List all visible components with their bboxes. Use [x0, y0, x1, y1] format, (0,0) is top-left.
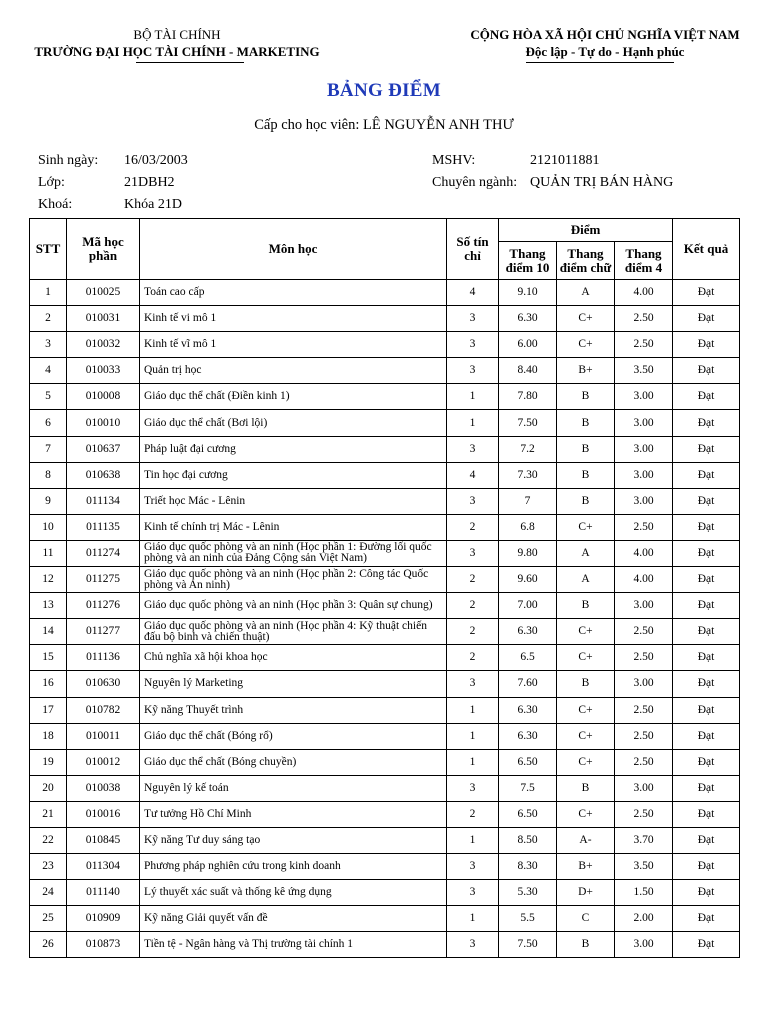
row-letter-grade: C+ — [557, 749, 615, 775]
row-credits: 2 — [447, 593, 499, 619]
row-stt: 21 — [30, 801, 67, 827]
table-row — [30, 775, 740, 801]
row-stt: 7 — [30, 436, 67, 462]
row-stt: 11 — [30, 540, 67, 566]
row-letter-grade: B — [557, 488, 615, 514]
row-score-4: 2.50 — [615, 723, 673, 749]
student-id-label: MSHV: — [432, 153, 476, 168]
row-score-4: 4.00 — [615, 567, 673, 593]
document-title: BẢNG ĐIỂM — [326, 80, 442, 101]
row-result: Đạt — [673, 880, 740, 906]
row-subject: Nguyên lý kế toán — [140, 775, 447, 801]
row-score-4: 3.70 — [615, 827, 673, 853]
row-result: Đạt — [673, 801, 740, 827]
row-letter-grade: A — [557, 567, 615, 593]
row-course-code: 010637 — [67, 436, 140, 462]
row-stt: 23 — [30, 854, 67, 880]
row-result: Đạt — [673, 593, 740, 619]
row-credits: 1 — [447, 410, 499, 436]
table-row — [30, 488, 740, 514]
row-course-code: 010033 — [67, 358, 140, 384]
row-stt: 3 — [30, 332, 67, 358]
row-stt: 24 — [30, 880, 67, 906]
row-course-code: 010008 — [67, 384, 140, 410]
row-course-code: 010031 — [67, 306, 140, 332]
row-letter-grade: D+ — [557, 880, 615, 906]
row-score-4: 3.00 — [615, 384, 673, 410]
header-scale-4: Thang điểm 4 — [615, 242, 673, 280]
row-score-4: 2.00 — [615, 906, 673, 932]
table-row — [30, 358, 740, 384]
row-result: Đạt — [673, 410, 740, 436]
row-score-10: 6.30 — [499, 697, 557, 723]
row-letter-grade: B — [557, 671, 615, 697]
row-subject: Kỹ năng Tư duy sáng tạo — [140, 827, 447, 853]
row-score-10: 6.30 — [499, 723, 557, 749]
row-score-4: 3.50 — [615, 854, 673, 880]
row-score-10: 6.00 — [499, 332, 557, 358]
row-result: Đạt — [673, 358, 740, 384]
row-score-10: 7.2 — [499, 436, 557, 462]
row-score-10: 7.50 — [499, 932, 557, 958]
row-result: Đạt — [673, 462, 740, 488]
course-label: Khoá: — [38, 197, 73, 212]
row-score-10: 7.00 — [499, 593, 557, 619]
header-course-code: Mã học phần — [67, 219, 140, 280]
course-value: Khóa 21D — [124, 197, 182, 212]
row-result: Đạt — [673, 775, 740, 801]
row-letter-grade: C+ — [557, 306, 615, 332]
row-score-4: 3.00 — [615, 593, 673, 619]
row-subject: Tin học đại cương — [140, 462, 447, 488]
row-score-10: 5.30 — [499, 880, 557, 906]
row-letter-grade: A — [557, 540, 615, 566]
table-row — [30, 906, 740, 932]
row-credits: 1 — [447, 723, 499, 749]
row-stt: 13 — [30, 593, 67, 619]
row-score-4: 3.00 — [615, 671, 673, 697]
row-subject: Giáo dục quốc phòng và an ninh (Học phần 1: Đường lối quốc phòng và an ninh của Đảng Cộng sản Việt Nam) — [140, 540, 447, 566]
row-course-code: 010016 — [67, 801, 140, 827]
ministry-name: BỘ TÀI CHÍNH — [133, 27, 221, 42]
row-score-10: 8.50 — [499, 827, 557, 853]
row-score-10: 6.5 — [499, 645, 557, 671]
row-score-4: 3.00 — [615, 436, 673, 462]
row-score-4: 2.50 — [615, 332, 673, 358]
row-score-10: 9.60 — [499, 567, 557, 593]
row-course-code: 010032 — [67, 332, 140, 358]
row-letter-grade: B — [557, 462, 615, 488]
table-row — [30, 462, 740, 488]
row-credits: 2 — [447, 619, 499, 645]
row-result: Đạt — [673, 906, 740, 932]
dob-value: 16/03/2003 — [124, 153, 188, 168]
row-credits: 3 — [447, 358, 499, 384]
row-stt: 5 — [30, 384, 67, 410]
row-result: Đạt — [673, 671, 740, 697]
row-score-10: 7.30 — [499, 462, 557, 488]
table-row — [30, 619, 740, 645]
row-letter-grade: A- — [557, 827, 615, 853]
header-credits: Số tín chỉ — [447, 219, 499, 280]
row-course-code: 011304 — [67, 854, 140, 880]
row-score-4: 2.50 — [615, 697, 673, 723]
row-letter-grade: A — [557, 280, 615, 306]
table-row — [30, 384, 740, 410]
row-letter-grade: B — [557, 384, 615, 410]
table-row — [30, 280, 740, 306]
row-result: Đạt — [673, 854, 740, 880]
issued-label: Cấp cho học viên: — [254, 117, 360, 133]
row-letter-grade: C+ — [557, 332, 615, 358]
row-subject: Triết học Mác - Lênin — [140, 488, 447, 514]
row-stt: 18 — [30, 723, 67, 749]
row-course-code: 011274 — [67, 540, 140, 566]
info-labels-right — [432, 150, 517, 194]
row-credits: 3 — [447, 775, 499, 801]
school-underline — [136, 62, 244, 63]
table-row — [30, 801, 740, 827]
row-stt: 6 — [30, 410, 67, 436]
row-letter-grade: C+ — [557, 645, 615, 671]
motto-underline — [526, 62, 674, 63]
table-row — [30, 593, 740, 619]
row-subject: Pháp luật đại cương — [140, 436, 447, 462]
table-row — [30, 697, 740, 723]
row-score-4: 3.00 — [615, 488, 673, 514]
info-values-right — [530, 150, 673, 194]
row-stt: 10 — [30, 514, 67, 540]
class-value: 21DBH2 — [124, 175, 175, 190]
row-subject: Nguyên lý Marketing — [140, 671, 447, 697]
row-subject: Toán cao cấp — [140, 280, 447, 306]
row-stt: 15 — [30, 645, 67, 671]
row-score-4: 2.50 — [615, 306, 673, 332]
row-result: Đạt — [673, 619, 740, 645]
row-score-4: 3.00 — [615, 775, 673, 801]
table-row — [30, 932, 740, 958]
row-credits: 3 — [447, 540, 499, 566]
table-row — [30, 723, 740, 749]
row-subject: Giáo dục thể chất (Bóng rổ) — [140, 723, 447, 749]
republic-name: CỘNG HÒA XÃ HỘI CHỦ NGHĨA VIỆT NAM — [470, 27, 740, 42]
row-letter-grade: C+ — [557, 801, 615, 827]
row-course-code: 011275 — [67, 567, 140, 593]
row-score-4: 3.00 — [615, 932, 673, 958]
row-course-code: 010011 — [67, 723, 140, 749]
row-credits: 4 — [447, 462, 499, 488]
row-subject: Kinh tế chính trị Mác - Lênin — [140, 514, 447, 540]
row-score-10: 7.50 — [499, 410, 557, 436]
row-credits: 4 — [447, 280, 499, 306]
row-result: Đạt — [673, 514, 740, 540]
row-subject: Giáo dục thể chất (Điền kinh 1) — [140, 384, 447, 410]
row-stt: 9 — [30, 488, 67, 514]
row-subject: Kinh tế vi mô 1 — [140, 306, 447, 332]
dob-label: Sinh ngày: — [38, 153, 99, 168]
row-letter-grade: B — [557, 593, 615, 619]
row-stt: 12 — [30, 567, 67, 593]
row-course-code: 011140 — [67, 880, 140, 906]
header-result: Kết quả — [673, 219, 740, 280]
table-row — [30, 671, 740, 697]
table-row — [30, 540, 740, 566]
row-credits: 3 — [447, 854, 499, 880]
row-course-code: 010873 — [67, 932, 140, 958]
row-score-4: 4.00 — [615, 280, 673, 306]
row-course-code: 011276 — [67, 593, 140, 619]
row-result: Đạt — [673, 436, 740, 462]
row-subject: Phương pháp nghiên cứu trong kinh doanh — [140, 854, 447, 880]
issued-to-line — [0, 117, 768, 134]
issuer-header — [22, 26, 332, 60]
school-name: TRƯỜNG ĐẠI HỌC TÀI CHÍNH - MARKETING — [34, 44, 320, 59]
national-header — [462, 26, 748, 60]
row-subject: Tiền tệ - Ngân hàng và Thị trường tài chính 1 — [140, 932, 447, 958]
row-credits: 2 — [447, 567, 499, 593]
row-letter-grade: C+ — [557, 723, 615, 749]
row-result: Đạt — [673, 697, 740, 723]
row-course-code: 010012 — [67, 749, 140, 775]
row-letter-grade: B — [557, 436, 615, 462]
row-stt: 14 — [30, 619, 67, 645]
student-name: LÊ NGUYỄN ANH THƯ — [362, 117, 514, 133]
row-credits: 3 — [447, 488, 499, 514]
row-subject: Giáo dục quốc phòng và an ninh (Học phần 4: Kỹ thuật chiến đấu bộ binh và chiến thuật) — [140, 619, 447, 645]
table-row — [30, 567, 740, 593]
row-subject: Giáo dục thể chất (Bóng chuyền) — [140, 749, 447, 775]
row-course-code: 010025 — [67, 280, 140, 306]
row-score-4: 3.00 — [615, 462, 673, 488]
row-letter-grade: C+ — [557, 697, 615, 723]
row-credits: 2 — [447, 801, 499, 827]
row-stt: 19 — [30, 749, 67, 775]
row-result: Đạt — [673, 488, 740, 514]
row-subject: Chủ nghĩa xã hội khoa học — [140, 645, 447, 671]
row-score-10: 7.60 — [499, 671, 557, 697]
table-row — [30, 827, 740, 853]
row-score-10: 8.30 — [499, 854, 557, 880]
major-label: Chuyên ngành: — [432, 175, 518, 190]
row-letter-grade: C+ — [557, 619, 615, 645]
info-values-left — [124, 150, 188, 216]
row-score-10: 9.80 — [499, 540, 557, 566]
row-stt: 8 — [30, 462, 67, 488]
row-course-code: 010638 — [67, 462, 140, 488]
row-result: Đạt — [673, 280, 740, 306]
info-labels-left — [38, 150, 98, 216]
grades-table — [29, 218, 740, 958]
row-credits: 1 — [447, 749, 499, 775]
row-credits: 3 — [447, 880, 499, 906]
table-row — [30, 436, 740, 462]
row-result: Đạt — [673, 332, 740, 358]
row-stt: 4 — [30, 358, 67, 384]
row-course-code: 010845 — [67, 827, 140, 853]
row-stt: 2 — [30, 306, 67, 332]
row-course-code: 011135 — [67, 514, 140, 540]
row-result: Đạt — [673, 540, 740, 566]
row-course-code: 010010 — [67, 410, 140, 436]
row-credits: 1 — [447, 906, 499, 932]
row-stt: 1 — [30, 280, 67, 306]
row-subject: Giáo dục quốc phòng và an ninh (Học phần 3: Quân sự chung) — [140, 593, 447, 619]
row-credits: 1 — [447, 827, 499, 853]
class-label: Lớp: — [38, 175, 65, 190]
row-score-4: 2.50 — [615, 645, 673, 671]
row-letter-grade: B+ — [557, 854, 615, 880]
row-credits: 1 — [447, 697, 499, 723]
row-subject: Giáo dục quốc phòng và an ninh (Học phần 2: Công tác Quốc phòng và An ninh) — [140, 567, 447, 593]
row-course-code: 010782 — [67, 697, 140, 723]
row-result: Đạt — [673, 827, 740, 853]
row-subject: Quản trị học — [140, 358, 447, 384]
row-stt: 22 — [30, 827, 67, 853]
row-course-code: 010909 — [67, 906, 140, 932]
row-score-4: 4.00 — [615, 540, 673, 566]
row-score-10: 9.10 — [499, 280, 557, 306]
student-id-value: 2121011881 — [530, 153, 600, 168]
row-result: Đạt — [673, 749, 740, 775]
header-subject: Môn học — [140, 219, 447, 280]
table-row — [30, 749, 740, 775]
row-credits: 3 — [447, 306, 499, 332]
row-result: Đạt — [673, 645, 740, 671]
row-result: Đạt — [673, 723, 740, 749]
row-letter-grade: B — [557, 410, 615, 436]
row-score-4: 2.50 — [615, 514, 673, 540]
table-row — [30, 332, 740, 358]
row-score-4: 2.50 — [615, 619, 673, 645]
row-stt: 26 — [30, 932, 67, 958]
row-credits: 3 — [447, 436, 499, 462]
row-score-10: 6.8 — [499, 514, 557, 540]
row-score-4: 3.50 — [615, 358, 673, 384]
row-stt: 20 — [30, 775, 67, 801]
row-result: Đạt — [673, 932, 740, 958]
row-course-code: 011134 — [67, 488, 140, 514]
row-subject: Kỹ năng Thuyết trình — [140, 697, 447, 723]
row-course-code: 010038 — [67, 775, 140, 801]
row-stt: 17 — [30, 697, 67, 723]
row-score-10: 7.5 — [499, 775, 557, 801]
row-credits: 3 — [447, 671, 499, 697]
header-stt: STT — [30, 219, 67, 280]
row-course-code: 011136 — [67, 645, 140, 671]
row-letter-grade: C — [557, 906, 615, 932]
table-row — [30, 854, 740, 880]
table-row — [30, 880, 740, 906]
row-subject: Kỹ năng Giải quyết vấn đề — [140, 906, 447, 932]
row-stt: 25 — [30, 906, 67, 932]
table-row — [30, 645, 740, 671]
row-credits: 2 — [447, 514, 499, 540]
table-row — [30, 306, 740, 332]
row-credits: 1 — [447, 384, 499, 410]
row-result: Đạt — [673, 567, 740, 593]
row-credits: 3 — [447, 932, 499, 958]
row-score-4: 3.00 — [615, 410, 673, 436]
row-score-10: 6.50 — [499, 801, 557, 827]
row-score-10: 8.40 — [499, 358, 557, 384]
row-result: Đạt — [673, 306, 740, 332]
header-scale-10: Thang điểm 10 — [499, 242, 557, 280]
row-stt: 16 — [30, 671, 67, 697]
row-subject: Kinh tế vĩ mô 1 — [140, 332, 447, 358]
row-score-4: 2.50 — [615, 801, 673, 827]
header-letter-grade: Thang điểm chữ — [557, 242, 615, 280]
row-course-code: 011277 — [67, 619, 140, 645]
row-letter-grade: B+ — [557, 358, 615, 384]
row-score-10: 6.30 — [499, 306, 557, 332]
row-score-10: 7.80 — [499, 384, 557, 410]
row-letter-grade: C+ — [557, 514, 615, 540]
row-course-code: 010630 — [67, 671, 140, 697]
table-row — [30, 514, 740, 540]
row-subject: Giáo dục thể chất (Bơi lội) — [140, 410, 447, 436]
row-score-10: 5.5 — [499, 906, 557, 932]
row-credits: 2 — [447, 645, 499, 671]
table-row — [30, 410, 740, 436]
national-motto: Độc lập - Tự do - Hạnh phúc — [525, 44, 685, 59]
row-score-4: 2.50 — [615, 749, 673, 775]
row-letter-grade: B — [557, 932, 615, 958]
row-subject: Lý thuyết xác suất và thống kê ứng dụng — [140, 880, 447, 906]
row-score-4: 1.50 — [615, 880, 673, 906]
row-score-10: 7 — [499, 488, 557, 514]
header-score-group: Điểm — [499, 219, 673, 242]
row-score-10: 6.30 — [499, 619, 557, 645]
row-result: Đạt — [673, 384, 740, 410]
major-value: QUẢN TRỊ BÁN HÀNG — [530, 175, 674, 190]
row-score-10: 6.50 — [499, 749, 557, 775]
row-subject: Tư tưởng Hồ Chí Minh — [140, 801, 447, 827]
row-letter-grade: B — [557, 775, 615, 801]
row-credits: 3 — [447, 332, 499, 358]
